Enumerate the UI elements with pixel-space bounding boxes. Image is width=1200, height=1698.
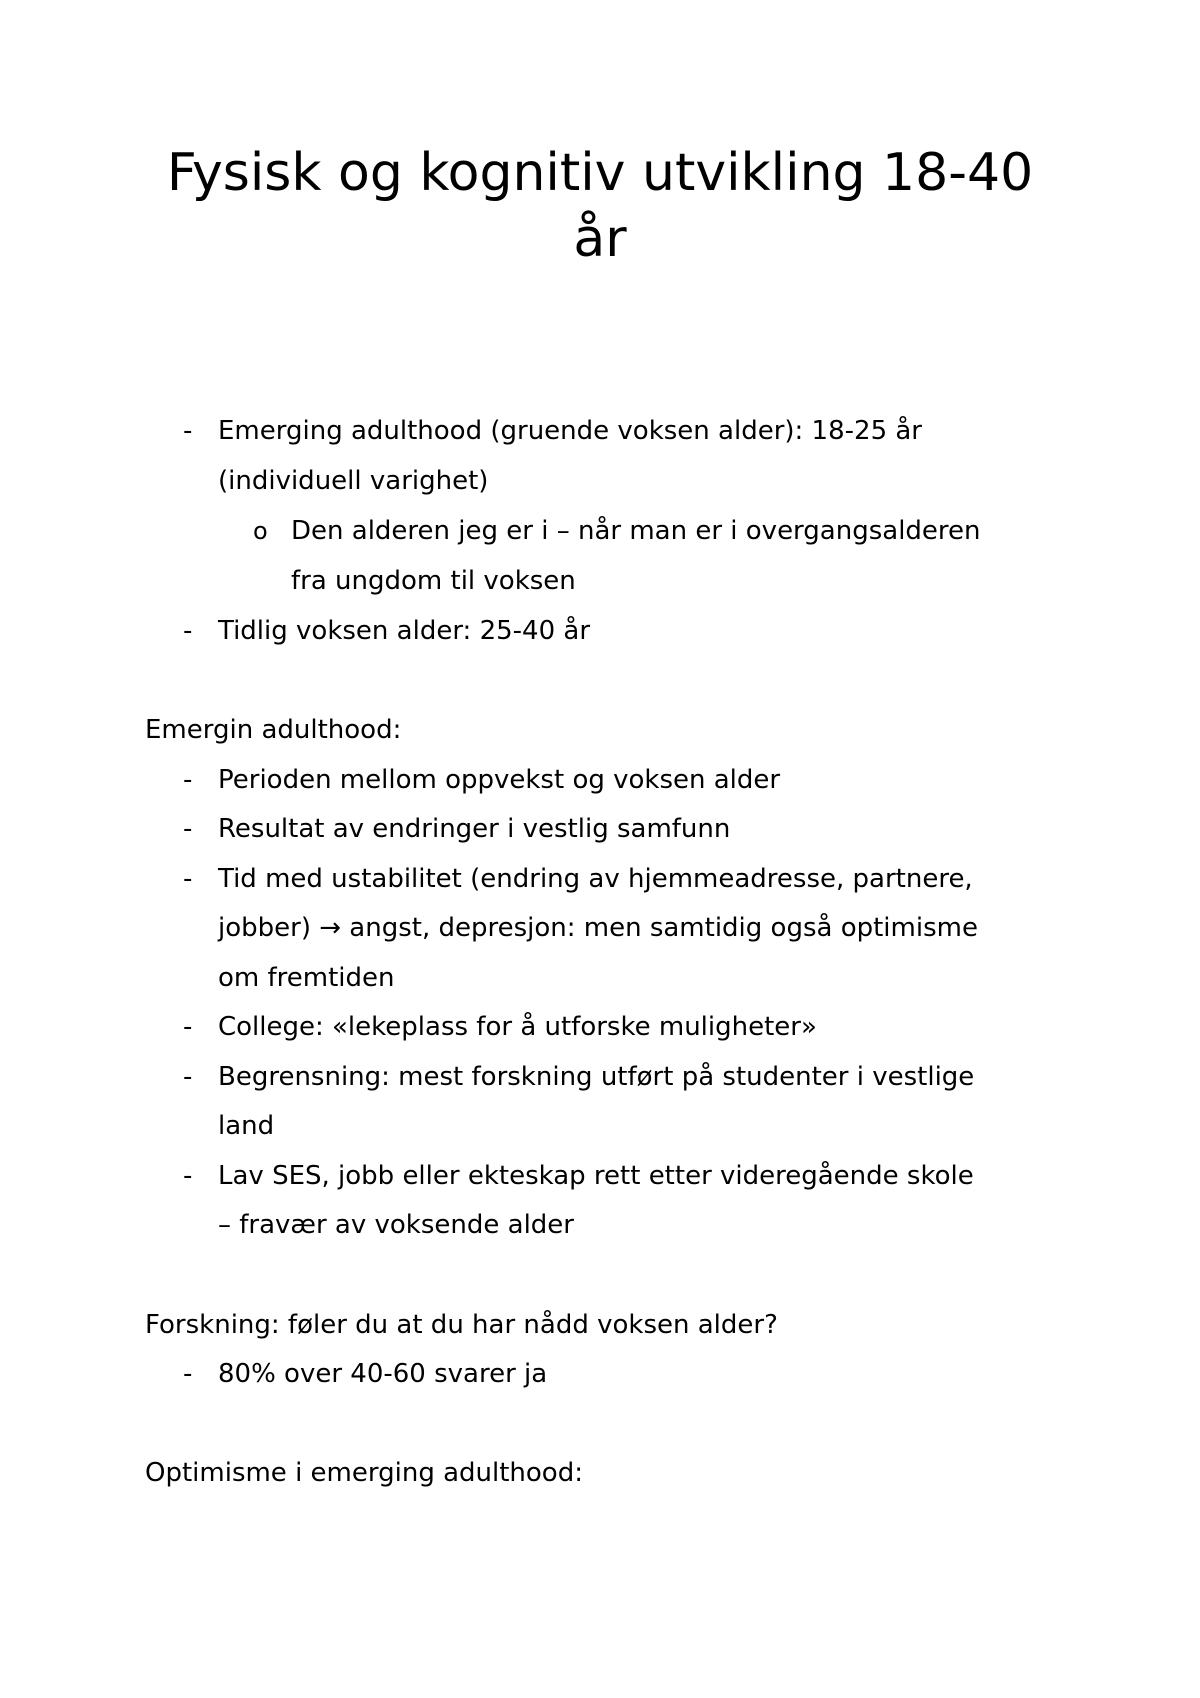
list-bullet-dash: - (183, 814, 193, 844)
list-item-instability-cont: jobber) → angst, depresjon: men samtidig også optimisme (218, 913, 978, 943)
list-item-early-adulthood: Tidlig voksen alder: 25-40 år (218, 616, 591, 646)
list-item-low-ses: Lav SES, jobb eller ekteskap rett etter videregående skole (218, 1161, 974, 1191)
list-item-result: Resultat av endringer i vestlig samfunn (218, 814, 731, 844)
section-heading-emergin-adulthood: Emergin adulthood: (145, 715, 402, 745)
page-title (100, 140, 1100, 272)
list-item-limitation: Begrensning: mest forskning utført på studenter i vestlige (218, 1062, 975, 1092)
sub-list-bullet-circle: o (253, 517, 268, 545)
title-line-2: år (573, 209, 627, 269)
list-item-emerging-adulthood: Emerging adulthood (gruende voksen alder): 18-25 år (218, 416, 922, 446)
list-bullet-dash: - (183, 1062, 193, 1092)
list-item-limitation-cont: land (218, 1111, 275, 1141)
list-bullet-dash: - (183, 1359, 193, 1389)
list-item-instability: Tid med ustabilitet (endring av hjemmeadresse, partnere, (218, 864, 973, 894)
sub-list-item-current-age-cont: fra ungdom til voksen (291, 566, 576, 596)
list-bullet-dash: - (183, 864, 193, 894)
list-bullet-dash: - (183, 416, 193, 446)
sub-list-item-current-age: Den alderen jeg er i – når man er i overgangsalderen (291, 516, 981, 546)
list-item-college: College: «lekeplass for å utforske muligheter» (218, 1012, 817, 1042)
list-item-survey-result: 80% over 40-60 svarer ja (218, 1359, 548, 1389)
section-heading-optimism: Optimisme i emerging adulthood: (145, 1458, 583, 1488)
list-item-period: Perioden mellom oppvekst og voksen alder (218, 765, 781, 795)
list-bullet-dash: - (183, 1161, 193, 1191)
list-item-instability-cont: om fremtiden (218, 963, 395, 993)
list-item-emerging-adulthood-cont: (individuell varighet) (218, 466, 489, 496)
list-bullet-dash: - (183, 1012, 193, 1042)
list-bullet-dash: - (183, 765, 193, 795)
section-heading-research: Forskning: føler du at du har nådd voksen alder? (145, 1310, 778, 1340)
title-line-1: Fysisk og kognitiv utvikling 18-40 (166, 143, 1034, 203)
list-bullet-dash: - (183, 616, 193, 646)
list-item-low-ses-cont: – fravær av voksende alder (218, 1210, 574, 1240)
